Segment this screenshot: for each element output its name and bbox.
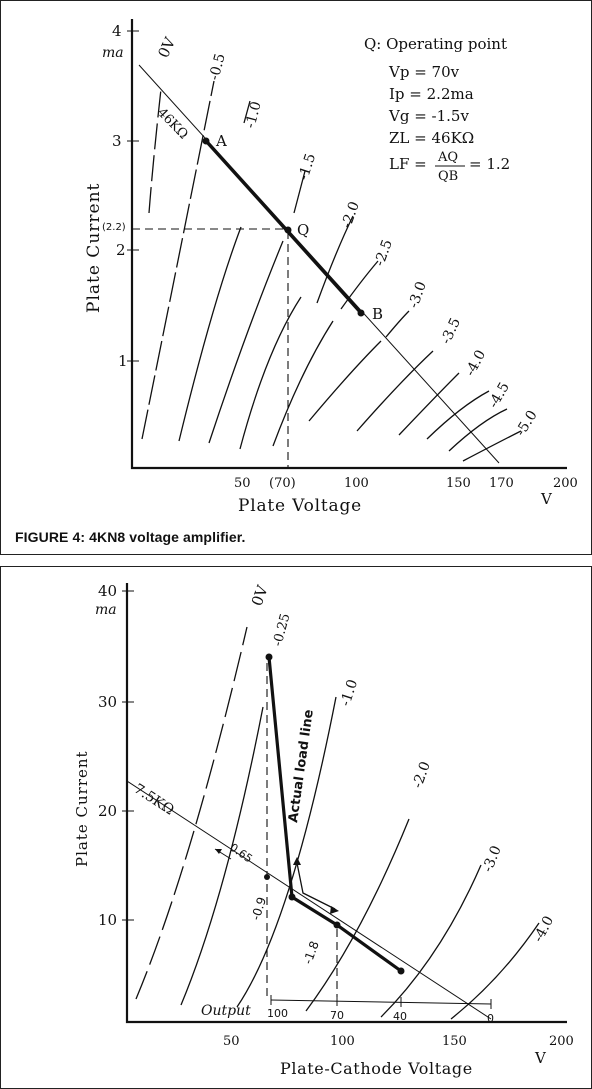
fig5-direction-arrowhead-up <box>293 857 301 865</box>
fig5-output-val-70: 70 <box>330 1009 344 1022</box>
fig5-offset-label: 0.65 <box>227 840 255 866</box>
fig4-operating-segment <box>206 141 361 313</box>
fig5-xtick-200: 200 <box>549 1034 574 1049</box>
fig5-curve-4.0 <box>451 923 539 1019</box>
fig4-curve-4.0 <box>399 373 459 435</box>
fig5-ytick-40: 40 <box>98 582 118 600</box>
fig5-ytick-20: 20 <box>98 802 118 820</box>
fig4-curve-3.0 <box>386 311 409 337</box>
fig5-xtick-150: 150 <box>442 1034 467 1049</box>
fig4-label-4.0: -4.0 <box>462 347 490 379</box>
fig4-ytick-1: 1 <box>118 352 128 370</box>
fig4-curve-3.5 <box>357 351 433 431</box>
fig4-label-0v: 0V <box>154 34 180 61</box>
fig5-load-label: 7.5KΩ <box>130 780 177 819</box>
fig4-label-1.5: -1.5 <box>295 151 320 183</box>
fig4-xtick-170: 170 <box>489 476 514 491</box>
fig4-curve-2.0-lower <box>240 297 301 449</box>
fig4-note-zl: ZL = 46KΩ <box>389 129 475 147</box>
fig4-curve-1.5 <box>209 241 283 443</box>
fig5-label-1.0: -1.0 <box>337 677 362 709</box>
fig5-label-1.8: -1.8 <box>300 939 322 967</box>
fig5-actual-load-label: Actual load line <box>286 708 317 824</box>
fig4-curve-5.0 <box>449 409 507 451</box>
fig4-point-a-dot <box>203 138 210 145</box>
fig5-direction-arrowhead-right <box>330 906 339 914</box>
fig4-point-q-dot <box>285 227 292 234</box>
fig5-xtick-50: 50 <box>223 1034 240 1049</box>
fig5-x-axis-label: Plate-Cathode Voltage <box>280 1059 473 1078</box>
fig4-curve-0v <box>149 89 161 213</box>
fig4-point-b-dot <box>358 310 365 317</box>
fig5-output-val-100: 100 <box>267 1007 288 1020</box>
fig4-note-lf-num: AQ <box>438 150 459 165</box>
fig4-note-ip: Ip = 2.2ma <box>389 85 474 103</box>
fig4-label-3.0: -3.0 <box>405 279 430 311</box>
fig5-output-val-40: 40 <box>393 1010 407 1023</box>
fig5-label-0.25: -0.25 <box>270 611 294 649</box>
fig4-xtick-100: 100 <box>344 476 369 491</box>
fig4-curve-1.0 <box>179 227 241 441</box>
fig5-ytick-10: 10 <box>98 911 118 929</box>
fig4-y-unit: ma <box>102 45 124 61</box>
fig4-x-axis-label: Plate Voltage <box>238 496 363 516</box>
figure-4-plot <box>1 1 591 554</box>
fig4-point-a: A <box>216 132 227 150</box>
fig4-point-q: Q <box>297 221 310 239</box>
fig4-note-lf-den: QB <box>438 169 459 184</box>
fig4-ytick-2: 2 <box>116 241 126 259</box>
fig4-note-lf-suffix: = 1.2 <box>469 155 511 173</box>
fig5-curve-0v <box>136 627 247 999</box>
fig5-dot-mid <box>289 894 296 901</box>
fig4-load-label: 46KΩ <box>154 105 191 143</box>
fig5-axes <box>127 583 567 1022</box>
fig4-label-2.5: -2.5 <box>371 237 396 269</box>
fig4-label-2.0: -2.0 <box>338 199 363 231</box>
fig4-xtick-150: 150 <box>446 476 471 491</box>
fig4-xtick-50: 50 <box>234 476 251 491</box>
fig4-xtick-200: 200 <box>553 476 578 491</box>
fig4-curve-3.0-lower <box>309 341 381 421</box>
fig5-x-unit: V <box>535 1049 546 1067</box>
fig4-label-5.0: -5.0 <box>512 407 541 440</box>
fig5-curve-3.0 <box>381 865 481 1017</box>
fig4-y-axis-label: Plate Current <box>84 182 104 313</box>
fig5-label-3.0: -3.0 <box>479 843 505 875</box>
figure-5-plot <box>1 567 591 1088</box>
fig4-note-title: Q: Operating point <box>364 35 507 53</box>
fig4-curve-5.0-tail <box>463 431 521 461</box>
fig5-output-label: Output <box>201 1003 251 1019</box>
fig4-label-4.5: -4.5 <box>485 379 513 411</box>
fig4-note-lf-prefix: LF = <box>389 155 427 173</box>
fig4-curve-2.5 <box>341 261 378 309</box>
fig4-label-3.5: -3.5 <box>438 315 465 347</box>
figure-4-caption: FIGURE 4: 4KN8 voltage amplifier. <box>15 529 246 545</box>
fig4-point-b: B <box>372 305 384 323</box>
fig5-label-2.0: -2.0 <box>409 759 434 791</box>
fig4-ytick-3: 3 <box>112 132 122 150</box>
fig5-ytick-30: 30 <box>98 693 118 711</box>
fig4-curve-2.5-lower <box>273 321 333 446</box>
fig4-label-0.5: -0.5 <box>206 51 229 83</box>
fig4-x-unit: V <box>541 490 552 508</box>
fig5-label-0v: 0V <box>247 583 272 609</box>
fig5-dot-top <box>266 654 273 661</box>
fig4-curve-4.5 <box>427 391 489 439</box>
fig4-note-vg: Vg = -1.5v <box>389 107 469 125</box>
fig5-label-0.9: -0.9 <box>248 895 270 922</box>
fig4-ytick-4: 4 <box>112 22 122 40</box>
fig5-label-4.0: -4.0 <box>530 913 558 945</box>
fig4-ytick-22: (2.2) <box>102 222 126 233</box>
fig4-note-vp: Vp = 70v <box>389 63 460 81</box>
fig5-xtick-100: 100 <box>330 1034 355 1049</box>
fig5-y-axis-label: Plate Current <box>73 750 91 867</box>
fig5-output-axis <box>271 1000 491 1004</box>
figure-5-panel <box>0 566 592 1089</box>
fig4-xtick-70: (70) <box>269 476 296 491</box>
fig5-output-val-0: 0 <box>487 1012 494 1025</box>
fig5-y-unit: ma <box>95 602 117 618</box>
fig5-dot-q <box>334 922 341 929</box>
fig4-operating-point-notes <box>364 35 510 184</box>
fig4-label-1.0: -1.0 <box>242 99 265 131</box>
fig5-dot-low <box>398 968 405 975</box>
